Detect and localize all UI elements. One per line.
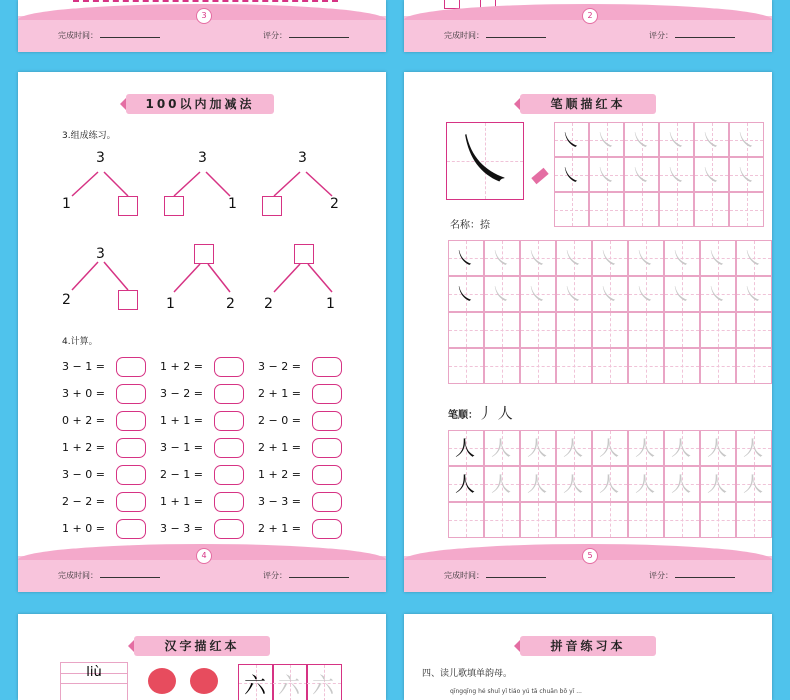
practice-cell[interactable]: [484, 430, 520, 466]
trace-char: ㇏: [599, 246, 619, 270]
practice-cell[interactable]: [592, 348, 628, 384]
dashed-line: [73, 0, 338, 2]
bond-top: 3: [298, 150, 307, 166]
practice-cell[interactable]: [556, 312, 592, 348]
trace-char: ㇏: [563, 246, 583, 270]
page-stroke-order: [404, 72, 772, 592]
completion-time: 完成时间：: [58, 570, 160, 581]
trace-char: ㇏: [596, 128, 616, 152]
answer-field[interactable]: [116, 357, 146, 377]
section-heading: 4.计算。: [62, 337, 98, 347]
practice-cell[interactable]: [556, 240, 592, 276]
char-trace: 六: [312, 674, 335, 699]
trace-char: ㇏: [635, 282, 655, 306]
practice-cell[interactable]: [694, 157, 729, 192]
practice-cell[interactable]: [694, 192, 729, 227]
practice-cell[interactable]: [729, 157, 764, 192]
practice-cell[interactable]: [448, 312, 484, 348]
page-title: 汉字描红本: [134, 636, 270, 656]
practice-cell[interactable]: [736, 312, 772, 348]
score: 评分：: [263, 570, 349, 581]
equation-text: 2 − 0 =: [258, 414, 301, 427]
answer-field[interactable]: [116, 384, 146, 404]
answer-field[interactable]: [214, 492, 244, 512]
trace-char: ㇏: [743, 282, 763, 306]
practice-cell[interactable]: [664, 276, 700, 312]
practice-cell[interactable]: [694, 122, 729, 157]
practice-cell[interactable]: [700, 240, 736, 276]
practice-cell[interactable]: [736, 466, 772, 502]
answer-field[interactable]: [214, 411, 244, 431]
trace-char: ㇏: [671, 282, 691, 306]
page-title: 笔顺描红本: [520, 94, 656, 114]
answer-field[interactable]: [116, 492, 146, 512]
trace-char: 人: [707, 472, 727, 496]
answer-field[interactable]: [116, 411, 146, 431]
equation-text: 1 + 0 =: [62, 522, 105, 535]
trace-char: 人: [563, 436, 583, 460]
trace-char: ㇏: [671, 246, 691, 270]
trace-char: ㇏: [707, 246, 727, 270]
page-number: 3: [196, 8, 212, 24]
bond-top: 3: [198, 150, 207, 166]
practice-cell[interactable]: [448, 276, 484, 312]
practice-cell[interactable]: [484, 276, 520, 312]
practice-cell[interactable]: [664, 466, 700, 502]
practice-cell[interactable]: [520, 312, 556, 348]
page-title: 100以内加减法: [126, 94, 274, 114]
bond-right: 1: [326, 296, 335, 312]
practice-cell[interactable]: [554, 192, 589, 227]
trace-char: ㇏: [666, 128, 686, 152]
stroke-order-label: 笔顺：丿 人: [448, 404, 513, 422]
practice-cell[interactable]: [700, 466, 736, 502]
bond-left: 2: [264, 296, 273, 312]
practice-cell[interactable]: [628, 430, 664, 466]
tomato-icon: [190, 668, 218, 694]
practice-cell[interactable]: [700, 276, 736, 312]
bond-right: 2: [330, 196, 339, 212]
page-top-right: [404, 0, 772, 52]
section-heading: 3.组成练习。: [62, 131, 116, 141]
equation-text: 1 + 1 =: [160, 495, 203, 508]
practice-cell[interactable]: [659, 157, 694, 192]
equation-text: 3 − 2 =: [258, 360, 301, 373]
equation-text: 2 + 1 =: [258, 441, 301, 454]
practice-cell[interactable]: [592, 276, 628, 312]
answer-box[interactable]: [194, 244, 214, 264]
practice-cell[interactable]: [628, 312, 664, 348]
trace-char: ㇏: [743, 246, 763, 270]
completion-time: 完成时间：: [444, 30, 546, 41]
bond-left: 1: [166, 296, 175, 312]
equation-text: 3 − 2 =: [160, 387, 203, 400]
practice-cell[interactable]: [556, 430, 592, 466]
trace-char: ㇏: [596, 163, 616, 187]
demo-character-box: [446, 122, 524, 200]
practice-cell[interactable]: [700, 502, 736, 538]
practice-cell[interactable]: [556, 276, 592, 312]
equation-text: 2 − 2 =: [62, 495, 105, 508]
practice-cell[interactable]: [448, 430, 484, 466]
practice-cell[interactable]: [628, 276, 664, 312]
answer-field[interactable]: [116, 519, 146, 539]
practice-cell[interactable]: [589, 122, 624, 157]
practice-cell[interactable]: [589, 157, 624, 192]
trace-char: 人: [743, 436, 763, 460]
trace-char: 人: [527, 436, 547, 460]
trace-char: 人: [455, 472, 475, 496]
big-stroke: ㇏: [453, 124, 517, 198]
answer-field[interactable]: [214, 438, 244, 458]
practice-cell[interactable]: [520, 502, 556, 538]
trace-char: ㇏: [527, 282, 547, 306]
practice-cell[interactable]: [700, 348, 736, 384]
practice-cell[interactable]: [592, 312, 628, 348]
practice-cell[interactable]: [484, 312, 520, 348]
practice-cell[interactable]: [484, 348, 520, 384]
trace-char: 人: [491, 436, 511, 460]
equation-text: 3 − 0 =: [62, 468, 105, 481]
equation-text: 0 + 2 =: [62, 414, 105, 427]
practice-cell[interactable]: [589, 192, 624, 227]
answer-box[interactable]: [294, 244, 314, 264]
pencil-icon: [531, 168, 548, 184]
practice-cell[interactable]: [448, 502, 484, 538]
practice-cell[interactable]: [736, 430, 772, 466]
instruction: 四、读儿歌填单韵母。: [422, 669, 513, 679]
page-number: 4: [196, 548, 212, 564]
practice-cell[interactable]: [628, 466, 664, 502]
equation-text: 3 + 0 =: [62, 387, 105, 400]
trace-char: ㇏: [736, 128, 756, 152]
practice-cell[interactable]: [592, 502, 628, 538]
answer-field[interactable]: [214, 384, 244, 404]
trace-char: 人: [707, 436, 727, 460]
practice-cell[interactable]: [736, 348, 772, 384]
answer-field[interactable]: [312, 519, 342, 539]
bond-top: 3: [96, 150, 105, 166]
bond-top: 3: [96, 246, 105, 262]
practice-cell[interactable]: [484, 502, 520, 538]
practice-cell[interactable]: [659, 122, 694, 157]
equation-text: 1 + 2 =: [62, 441, 105, 454]
trace-char: 人: [635, 436, 655, 460]
equation-text: 2 − 1 =: [160, 468, 203, 481]
page-hanzi: [18, 614, 386, 700]
answer-box[interactable]: [262, 196, 282, 216]
trace-char: ㇏: [527, 246, 547, 270]
trace-char: ㇏: [635, 246, 655, 270]
trace-char: ㇏: [701, 163, 721, 187]
practice-cell[interactable]: [736, 240, 772, 276]
practice-cell[interactable]: [659, 192, 694, 227]
trace-char: ㇏: [707, 282, 727, 306]
trace-char: ㇏: [701, 128, 721, 152]
practice-cell[interactable]: [664, 348, 700, 384]
answer-box[interactable]: [118, 196, 138, 216]
trace-char: ㇏: [563, 282, 583, 306]
practice-cell[interactable]: [484, 466, 520, 502]
practice-cell[interactable]: [628, 240, 664, 276]
bond-right: 1: [228, 196, 237, 212]
trace-char: ㇏: [455, 246, 475, 270]
answer-field[interactable]: [214, 519, 244, 539]
answer-field[interactable]: [312, 384, 342, 404]
trace-char: ㇏: [455, 282, 475, 306]
char-text: 六: [244, 674, 267, 699]
practice-cell[interactable]: [556, 466, 592, 502]
trace-char: ㇏: [631, 163, 651, 187]
bond-right: 2: [226, 296, 235, 312]
page-number: 2: [582, 8, 598, 24]
page-number: 5: [582, 548, 598, 564]
equation-text: 2 + 1 =: [258, 387, 301, 400]
trace-char: 人: [671, 436, 691, 460]
practice-cell[interactable]: [729, 122, 764, 157]
practice-cell[interactable]: [664, 312, 700, 348]
page-top-left: [18, 0, 386, 52]
trace-char: ㇏: [736, 163, 756, 187]
practice-cell[interactable]: [729, 192, 764, 227]
practice-cell[interactable]: [520, 430, 556, 466]
trace-char: ㇏: [561, 128, 581, 152]
trace-char: ㇏: [561, 163, 581, 187]
trace-char: 人: [743, 472, 763, 496]
practice-cell[interactable]: [624, 157, 659, 192]
practice-cell[interactable]: [554, 122, 589, 157]
practice-cell[interactable]: [664, 502, 700, 538]
score: 评分：: [649, 570, 735, 581]
pinyin-text: liù: [86, 665, 102, 680]
answer-field[interactable]: [312, 411, 342, 431]
trace-char: ㇏: [631, 128, 651, 152]
pinyin-line: qīngqīng hé shuǐ yǐ tiáo yú tā chuān bō yī ...: [450, 688, 582, 695]
trace-char: ㇏: [491, 282, 511, 306]
equation-text: 3 − 3 =: [258, 495, 301, 508]
practice-cell[interactable]: [700, 312, 736, 348]
page-math: [18, 72, 386, 592]
page-title: 拼音练习本: [520, 636, 656, 656]
trace-char: 人: [671, 472, 691, 496]
trace-char: 人: [635, 472, 655, 496]
trace-char: 人: [599, 472, 619, 496]
page-pinyin: [404, 614, 772, 700]
practice-cell[interactable]: [624, 122, 659, 157]
score: 评分：: [649, 30, 735, 41]
trace-char: 人: [527, 472, 547, 496]
tomato-icon: [148, 668, 176, 694]
trace-char: ㇏: [666, 163, 686, 187]
practice-cell[interactable]: [624, 192, 659, 227]
bond-left: 1: [62, 196, 71, 212]
equation-text: 1 + 1 =: [160, 414, 203, 427]
answer-field[interactable]: [312, 438, 342, 458]
practice-cell[interactable]: [554, 157, 589, 192]
answer-field[interactable]: [214, 357, 244, 377]
answer-field[interactable]: [312, 357, 342, 377]
bond-left: 2: [62, 292, 71, 308]
answer-box[interactable]: [118, 290, 138, 310]
practice-cell[interactable]: [520, 348, 556, 384]
practice-cell[interactable]: [556, 348, 592, 384]
practice-cell[interactable]: [736, 502, 772, 538]
practice-cell[interactable]: [520, 240, 556, 276]
practice-cell[interactable]: [520, 466, 556, 502]
answer-field[interactable]: [312, 492, 342, 512]
equation-text: 3 − 3 =: [160, 522, 203, 535]
equation-text: 3 − 1 =: [62, 360, 105, 373]
practice-cell[interactable]: [664, 240, 700, 276]
answer-field[interactable]: [116, 465, 146, 485]
equation-text: 2 + 1 =: [258, 522, 301, 535]
trace-char: 人: [563, 472, 583, 496]
practice-cell[interactable]: [700, 430, 736, 466]
trace-char: ㇏: [599, 282, 619, 306]
equation-text: 1 + 2 =: [258, 468, 301, 481]
practice-cell[interactable]: [664, 430, 700, 466]
practice-cell[interactable]: [592, 240, 628, 276]
stroke-name: 名称：捺: [450, 220, 490, 231]
completion-time: 完成时间：: [444, 570, 546, 581]
practice-cell[interactable]: [448, 466, 484, 502]
practice-cell[interactable]: [484, 240, 520, 276]
answer-box[interactable]: [164, 196, 184, 216]
answer-field[interactable]: [116, 438, 146, 458]
practice-cell[interactable]: [736, 276, 772, 312]
practice-cell[interactable]: [448, 240, 484, 276]
practice-cell[interactable]: [592, 430, 628, 466]
char-trace: 六: [278, 674, 301, 699]
equation-text: 1 + 2 =: [160, 360, 203, 373]
equation-text: 3 − 1 =: [160, 441, 203, 454]
practice-cell[interactable]: [628, 502, 664, 538]
practice-cell[interactable]: [556, 502, 592, 538]
practice-cell[interactable]: [628, 348, 664, 384]
answer-field[interactable]: [312, 465, 342, 485]
trace-char: 人: [455, 436, 475, 460]
practice-cell[interactable]: [520, 276, 556, 312]
answer-field[interactable]: [214, 465, 244, 485]
completion-time: 完成时间：: [58, 30, 160, 41]
pinyin-box: [60, 662, 128, 700]
score: 评分：: [263, 30, 349, 41]
trace-char: 人: [491, 472, 511, 496]
trace-char: ㇏: [491, 246, 511, 270]
practice-cell[interactable]: [448, 348, 484, 384]
practice-cell[interactable]: [592, 466, 628, 502]
trace-char: 人: [599, 436, 619, 460]
char-box: [238, 664, 274, 700]
